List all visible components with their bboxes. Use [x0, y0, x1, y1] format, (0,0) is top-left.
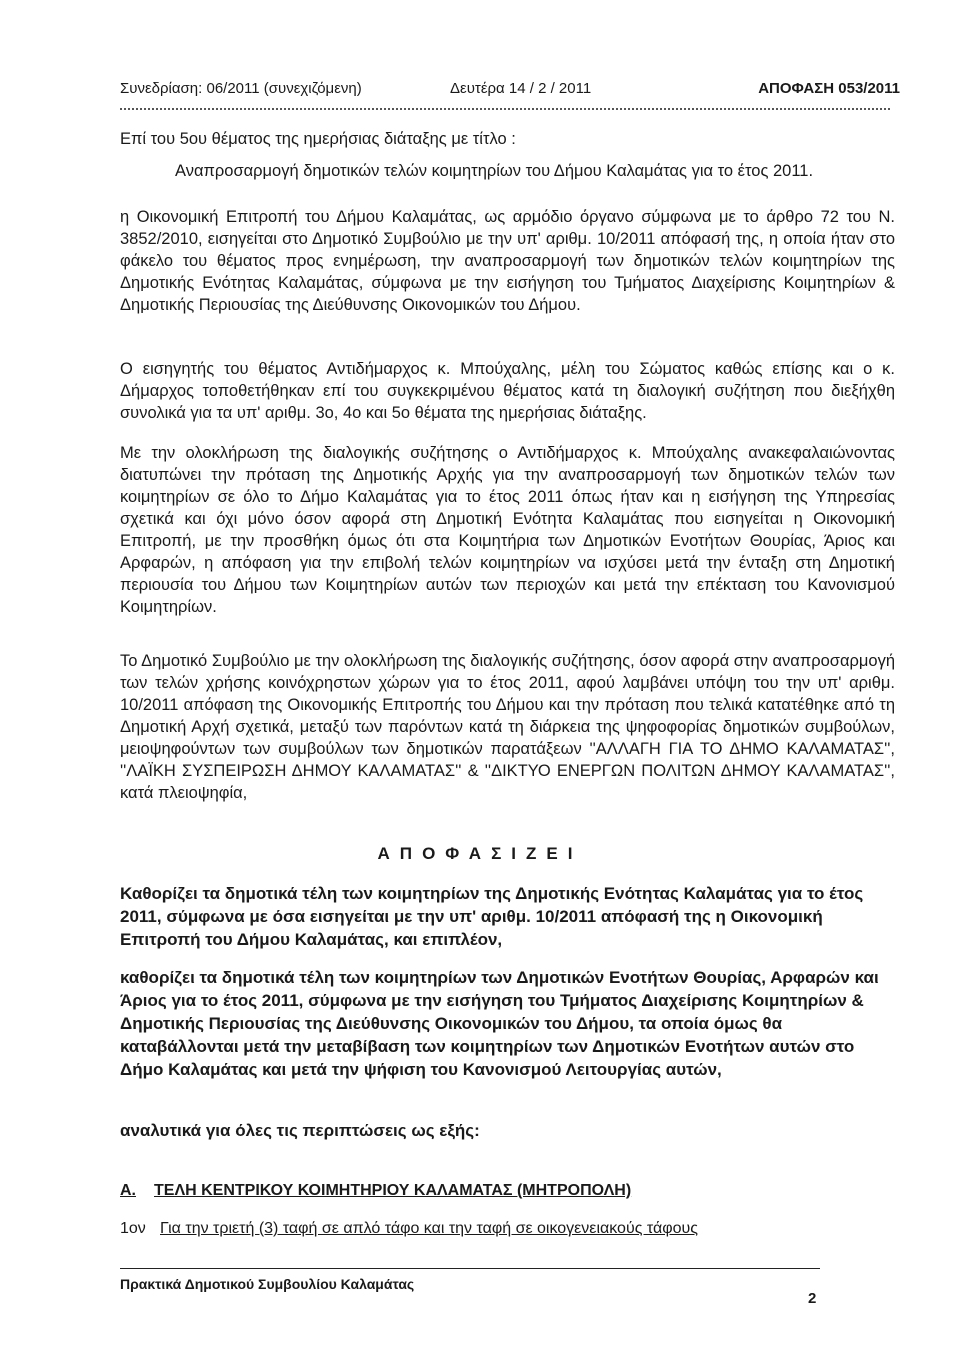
- decision-paragraph-2: καθορίζει τα δημοτικά τέλη των κοιμητηρίων των Δημοτικών Ενοτήτων Θουρίας, Αρφαρών και Άριος για το έτος 2011, σύμφωνα με την εισήγηση του Τμήματος Διαχείρισης Κοιμητηρίων & Δημοτικής Περιουσίας της Διεύθυνσης Οικονομικών του Δήμου, τα οποία όμως θα καταβάλλονται μετά την μεταβίβαση των κοιμητηρίων των Δημοτικών Ενοτήτων αυτών στο Δήμο Καλαμάτας και μετά την ψήφιση του Κανονισμού Λειτουργίας αυτών,: [120, 968, 879, 1079]
- decision-paragraph-1: Καθορίζει τα δημοτικά τέλη των κοιμητηρίων της Δημοτικής Ενότητας Καλαμάτας για το έτος 2011, σύμφωνα με όσα εισηγείται με την υπ' αριθμ. 10/2011 απόφασή της η Οικονομική Επιτροπή του Δήμου Καλαμάτας, και επιπλέον,: [120, 884, 864, 949]
- dotted-divider: [120, 108, 890, 110]
- section-a-letter: Α.: [120, 1182, 136, 1199]
- paragraph-committee: η Οικονομική Επιτροπή του Δήμου Καλαμάτας, ως αρμόδιο όργανο σύμφωνα με το άρθρο 72 του Ν. 3852/2010, εισηγείται στο Δημοτικό Συμβούλιο με την υπ' αριθμ. 10/2011 απόφασή της, η οποία ήταν στο φάκελο του θέματος προς ενημέρωση, την αναπροσαρμογή των δημοτικών τελών κοιμητηρίων της Δημοτικής Ενότητας Καλαμάτας, σύμφωνα με την εισήγηση του Τμήματος Διαχείρισης Κοιμητηρίων & Δημοτικής Περιουσίας της Διεύθυνσης Οικονομικών του Δήμου.: [120, 208, 895, 314]
- paragraph-rapporteur: Ο εισηγητής του θέματος Αντιδήμαρχος κ. Μπούχαλης, μέλη του Σώματος καθώς επίσης και ο κ. Δήμαρχος τοποθετήθηκαν επί του συγκεκριμένου θέματος κατά τη διαλογική συζήτηση που διεξήχθη συνολικά για τα υπ' αριθμ. 3ο, 4ο και 5ο θέματα της ημερήσιας διάταξης.: [120, 360, 895, 422]
- item-1-number: 1ον: [120, 1220, 146, 1237]
- topic-intro: Επί του 5ου θέματος της ημερήσιας διάταξης με τίτλο :: [120, 130, 516, 148]
- decision-paragraph-3: αναλυτικά για όλες τις περιπτώσεις ως εξής:: [120, 1121, 480, 1140]
- session-label: Συνεδρίαση: 06/2011 (συνεχιζόμενη): [120, 80, 362, 97]
- decision-number: ΑΠΟΦΑΣΗ 053/2011: [758, 80, 900, 97]
- page-header: [120, 80, 900, 110]
- section-a-title: ΤΕΛΗ ΚΕΝΤΡΙΚΟΥ ΚΟΙΜΗΤΗΡΙΟΥ ΚΑΛΑΜΑΤΑΣ (ΜΗΤΡΟΠΟΛΗ): [154, 1182, 632, 1199]
- paragraph-council-vote: Το Δημοτικό Συμβούλιο με την ολοκλήρωση της διαλογικής συζήτησης, όσον αφορά στην αναπροσαρμογή των τελών χρήσης κοινόχρηστων χώρων για το έτος 2011, αφού λαμβάνει υπόψη του την υπ' αριθμ. 10/2011 απόφαση της Οικονομικής Επιτροπής του Δήμου και την πρόταση που τελικά κατατέθηκε από τη Δημοτική Αρχή σχετικά, μεταξύ των παρόντων κατά τη διάρκεια της ψηφοφορίας δημοτικών συμβούλων, μειοψηφούντων των συμβούλων των δημοτικών παρατάξεων ''ΑΛΛΑΓΗ ΓΙΑ ΤΟ ΔΗΜΟ ΚΑΛΑΜΑΤΑΣ'', ''ΛΑΪΚΗ ΣΥΣΠΕΙΡΩΣΗ ΔΗΜΟΥ ΚΑΛΑΜΑΤΑΣ'' & ''ΔΙΚΤΥΟ ΕΝΕΡΓΩΝ ΠΟΛΙΤΩΝ ΔΗΜΟΥ ΚΑΛΑΜΑΤΑΣ'', κατά πλειοψηφία,: [120, 652, 895, 802]
- item-1: [120, 1220, 698, 1238]
- topic-title: Αναπροσαρμογή δημοτικών τελών κοιμητηρίων του Δήμου Καλαμάτας για το έτος 2011.: [175, 162, 814, 180]
- decision-heading: ΑΠΟΦΑΣΙΖΕΙ: [377, 844, 583, 863]
- item-1-text: Για την τριετή (3) ταφή σε απλό τάφο και την ταφή σε οικογενειακούς τάφους: [160, 1220, 698, 1237]
- page-number: 2: [808, 1290, 817, 1307]
- date-label: Δευτέρα 14 / 2 / 2011: [450, 80, 592, 97]
- footer-divider: [120, 1268, 820, 1269]
- paragraph-proposal: Με την ολοκλήρωση της διαλογικής συζήτησης ο Αντιδήμαρχος κ. Μπούχαλης ανακεφαλαιώνοντας διατυπώνει την πρόταση της Δημοτικής Αρχής για την αναπροσαρμογή των δημοτικών τελών των κοιμητηρίων σε όλο το Δήμο Καλαμάτας για το έτος 2011 όπως ήταν και η εισήγηση της Υπηρεσίας σχετικά και όχι μόνο όσον αφορά στη Δημοτική Ενότητα Καλαμάτας που εισηγείται η Οικονομική Επιτροπή, με την προσθήκη όμως ότι στα Κοιμητήρια των Δημοτικών Ενοτήτων Θουρίας, Άριος και Αρφαρών, η απόφαση για την επιβολή τελών κοιμητηρίων να ισχύσει μετά την ένταξη στη Δημοτική περιουσία του Δήμου των Κοιμητηρίων αυτών των περιοχών και μετά την επέκταση του Κανονισμού Κοιμητηρίων.: [120, 444, 895, 616]
- footer-title: Πρακτικά Δημοτικού Συμβουλίου Καλαμάτας: [120, 1276, 415, 1292]
- section-a-heading: [120, 1182, 631, 1200]
